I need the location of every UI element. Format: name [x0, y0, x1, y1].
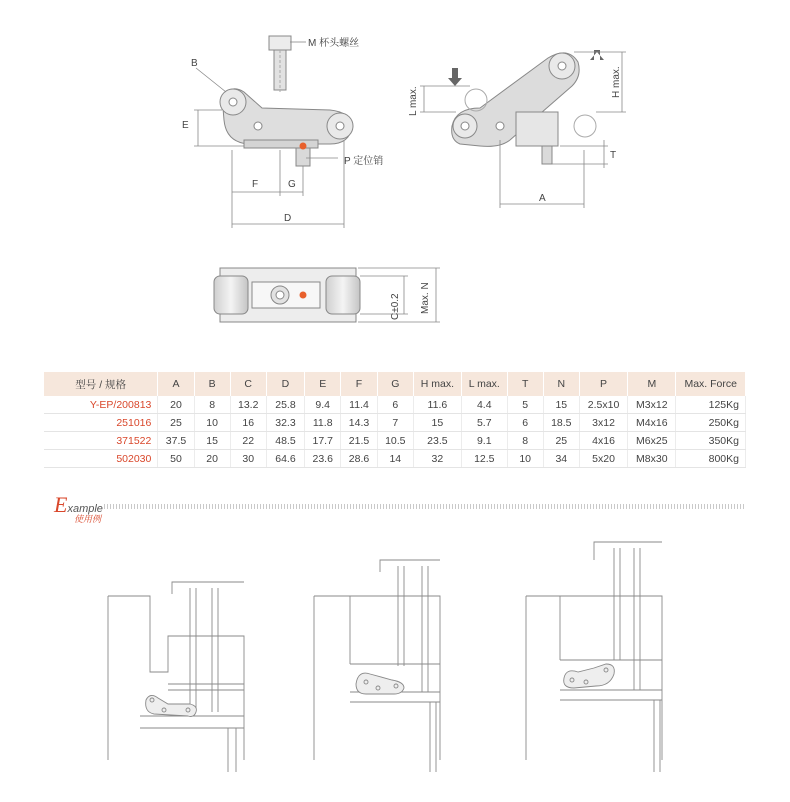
- cell: 15: [194, 432, 230, 450]
- cell: 6: [377, 396, 413, 414]
- col-header: A: [158, 372, 194, 396]
- cell: 4.4: [461, 396, 507, 414]
- col-header: L max.: [461, 372, 507, 396]
- cell: 32.3: [266, 414, 304, 432]
- cell: 22: [230, 432, 266, 450]
- cell: 16: [230, 414, 266, 432]
- col-header: G: [377, 372, 413, 396]
- model-cell: 251016: [44, 414, 158, 432]
- cell: 8: [507, 432, 543, 450]
- locating-pin-dot: [300, 143, 307, 150]
- cell: M3x12: [628, 396, 676, 414]
- cell: 23.5: [413, 432, 461, 450]
- col-header: F: [341, 372, 377, 396]
- dim-l-max-label: L max.: [408, 86, 419, 116]
- cell: 11.6: [413, 396, 461, 414]
- example-3-diagram: [526, 542, 662, 772]
- cell: 30: [230, 450, 266, 468]
- m-screw-label: M 杯头螺丝: [308, 38, 360, 49]
- top-view: [214, 268, 360, 322]
- col-header: P: [579, 372, 627, 396]
- cell: 18.5: [543, 414, 579, 432]
- cell: 20: [158, 396, 194, 414]
- table-row: [44, 396, 746, 414]
- cell: 21.5: [341, 432, 377, 450]
- model-cell: Y-EP/200813: [44, 396, 158, 414]
- model-cell: 502030: [44, 450, 158, 468]
- cell: 25: [543, 432, 579, 450]
- cell: 25.8: [266, 396, 304, 414]
- cell: 9.4: [305, 396, 341, 414]
- cell: 5.7: [461, 414, 507, 432]
- dim-d-label: D: [284, 213, 292, 224]
- force-cell: 350Kg: [676, 432, 746, 450]
- col-header: C: [230, 372, 266, 396]
- cell: 11.8: [305, 414, 341, 432]
- cell: 11.4: [341, 396, 377, 414]
- cell: 5x20: [579, 450, 627, 468]
- cell: 25: [158, 414, 194, 432]
- dim-h-max-label: H max.: [611, 66, 622, 98]
- table-row: [44, 414, 746, 432]
- cell: 32: [413, 450, 461, 468]
- cell: 4x16: [579, 432, 627, 450]
- cell: 14.3: [341, 414, 377, 432]
- cell: 13.2: [230, 396, 266, 414]
- example-heading-initial: E: [54, 492, 68, 517]
- cell: 20: [194, 450, 230, 468]
- cell: 37.5: [158, 432, 194, 450]
- dim-t-label: T: [610, 150, 617, 161]
- cell: 15: [413, 414, 461, 432]
- side-view-right: [448, 50, 604, 164]
- p-pin-label: P 定位销: [344, 156, 384, 167]
- dim-b-label: B: [191, 58, 198, 69]
- cell: 17.7: [305, 432, 341, 450]
- cell: 64.6: [266, 450, 304, 468]
- dim-g-label: G: [288, 179, 296, 190]
- example-2-diagram: [314, 560, 440, 772]
- cell: 34: [543, 450, 579, 468]
- dim-a-label: A: [539, 193, 546, 204]
- cell: 3x12: [579, 414, 627, 432]
- example-heading-rest: xample: [67, 503, 103, 515]
- cell: 14: [377, 450, 413, 468]
- col-header: T: [507, 372, 543, 396]
- cell: M8x30: [628, 450, 676, 468]
- side-view-left: [220, 36, 353, 166]
- cell: 12.5: [461, 450, 507, 468]
- cell: 48.5: [266, 432, 304, 450]
- cell: M6x25: [628, 432, 676, 450]
- cell: 23.6: [305, 450, 341, 468]
- col-header: Max. Force: [676, 372, 746, 396]
- col-header: N: [543, 372, 579, 396]
- cell: 28.6: [341, 450, 377, 468]
- cell: 8: [194, 396, 230, 414]
- col-header: E: [305, 372, 341, 396]
- cell: 10: [194, 414, 230, 432]
- col-header: B: [194, 372, 230, 396]
- cell: 5: [507, 396, 543, 414]
- col-header: M: [628, 372, 676, 396]
- dim-max-n-label: Max. N: [420, 282, 431, 314]
- cell: 6: [507, 414, 543, 432]
- model-cell: 371522: [44, 432, 158, 450]
- col-header: H max.: [413, 372, 461, 396]
- force-cell: 125Kg: [676, 396, 746, 414]
- example-divider: [104, 504, 746, 509]
- cell: 15: [543, 396, 579, 414]
- locating-pin-top-dot: [300, 292, 307, 299]
- col-header: 型号 / 规格: [44, 372, 158, 396]
- dim-f-label: F: [252, 179, 259, 190]
- cell: 10.5: [377, 432, 413, 450]
- table-row: [44, 450, 746, 468]
- dim-c-label: C±0.2: [390, 293, 401, 320]
- example-subtitle: 使用例: [74, 514, 102, 524]
- table-row: [44, 432, 746, 450]
- cell: 2.5x10: [579, 396, 627, 414]
- force-cell: 800Kg: [676, 450, 746, 468]
- cell: 10: [507, 450, 543, 468]
- col-header: D: [266, 372, 304, 396]
- force-cell: 250Kg: [676, 414, 746, 432]
- dim-e-label: E: [182, 120, 189, 131]
- cell: 7: [377, 414, 413, 432]
- cell: M4x16: [628, 414, 676, 432]
- table-header-row: [44, 372, 746, 396]
- cell: 50: [158, 450, 194, 468]
- cell: 9.1: [461, 432, 507, 450]
- example-1-diagram: [108, 582, 244, 772]
- m-screw: [269, 36, 291, 50]
- spec-table: [44, 372, 746, 468]
